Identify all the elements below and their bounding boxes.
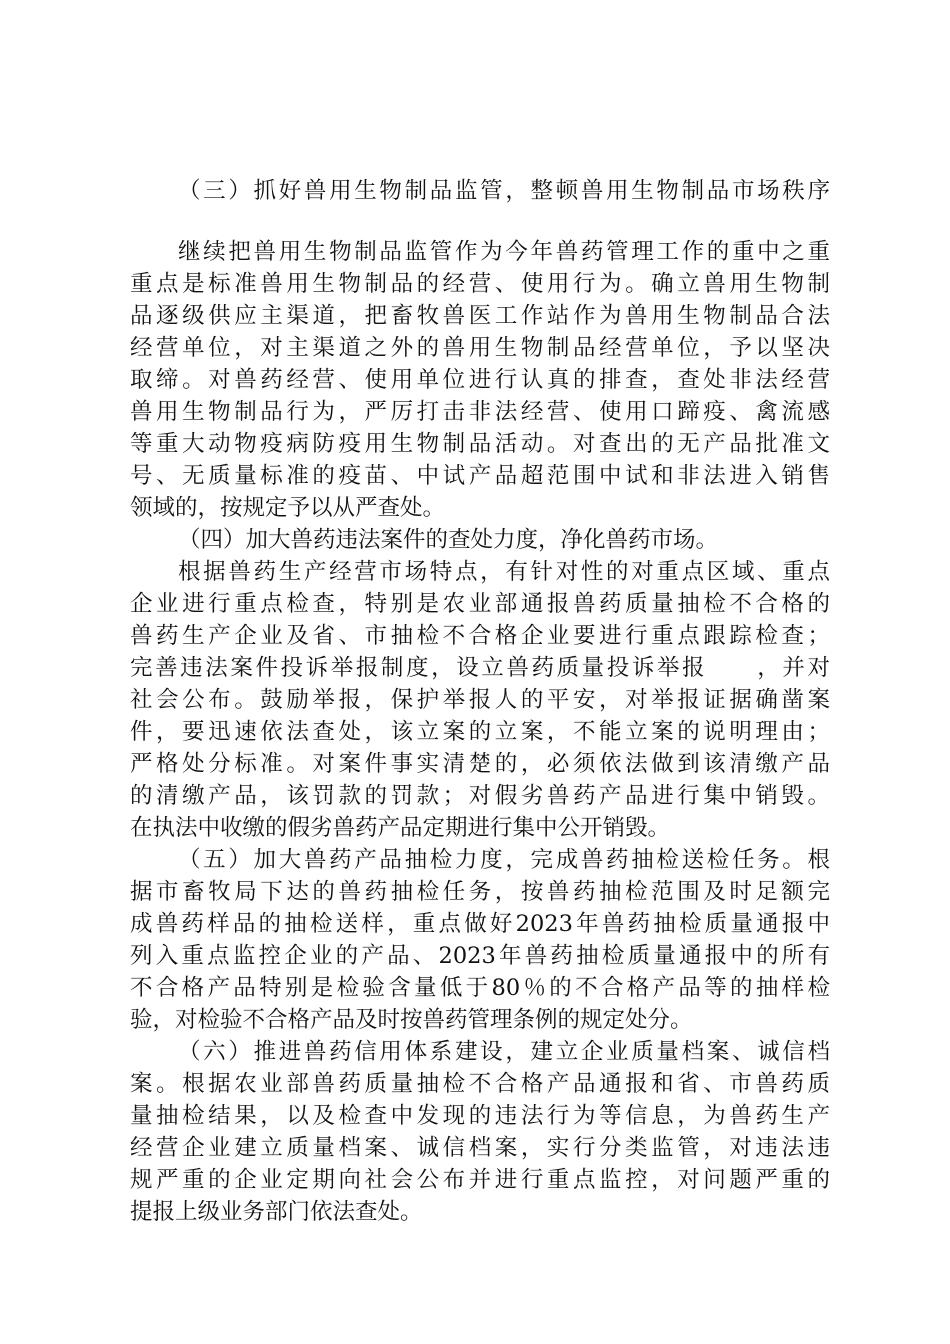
paragraph-line: 严格处分标准。对案件事实清楚的，必须依法做到该清缴产品 — [130, 751, 830, 777]
paragraph-line: 验，对检验不合格产品及时按兽药管理条例的规定处分。 — [130, 1007, 693, 1033]
paragraph-line: 不合格产品特别是检验含量低于80％的不合格产品等的抽样检 — [130, 975, 830, 1001]
paragraph-line: 品逐级供应主渠道，把畜牧兽医工作站作为兽用生物制品合法 — [130, 303, 830, 329]
paragraph-line: 件，要迅速依法查处，该立案的立案，不能立案的说明理由； — [130, 719, 830, 745]
paragraph-line: 继续把兽用生物制品监管作为今年兽药管理工作的重中之重 — [178, 239, 830, 265]
paragraph-line: 企业进行重点检查，特别是农业部通报兽药质量抽检不合格的 — [130, 591, 830, 617]
paragraph-line: 提报上级业务部门依法查处。 — [130, 1199, 423, 1225]
paragraph-line: 号、无质量标准的疫苗、中试产品超范围中试和非法进入销售 — [130, 463, 830, 489]
paragraph-line: 领域的，按规定予以从严查处。 — [130, 495, 446, 521]
paragraph-line: 经营单位，对主渠道之外的兽用生物制品经营单位，予以坚决 — [130, 335, 830, 361]
paragraph-line: 等重大动物疫病防疫用生物制品活动。对查出的无产品批准文 — [130, 431, 830, 457]
paragraph-line: 列入重点监控企业的产品、2023年兽药抽检质量通报中的所有 — [130, 943, 830, 969]
paragraph-line: 案。根据农业部兽药质量抽检不合格产品通报和省、市兽药质 — [130, 1071, 830, 1097]
paragraph-line: 完善违法案件投诉举报制度，设立兽药质量投诉举报 ，并对 — [130, 655, 830, 681]
section-heading-three: （三）抓好兽用生物制品监管，整顿兽用生物制品市场秩序 — [178, 178, 830, 204]
section-heading-four: （四）加大兽药违法案件的查处力度，净化兽药市场。 — [178, 527, 719, 553]
paragraph-line: 量抽检结果，以及检查中发现的违法行为等信息，为兽药生产 — [130, 1103, 830, 1129]
paragraph-line: 兽药生产企业及省、市抽检不合格企业要进行重点跟踪检查； — [130, 623, 830, 649]
paragraph-line: （五）加大兽药产品抽检力度，完成兽药抽检送检任务。根 — [178, 847, 830, 873]
paragraph-line: 取缔。对兽药经营、使用单位进行认真的排查，查处非法经营 — [130, 367, 830, 393]
paragraph-line: 根据兽药生产经营市场特点，有针对性的对重点区域、重点 — [178, 559, 830, 585]
paragraph-line: 据市畜牧局下达的兽药抽检任务，按兽药抽检范围及时足额完 — [130, 879, 830, 905]
paragraph-line: 规严重的企业定期向社会公布并进行重点监控，对问题严重的 — [130, 1167, 830, 1193]
paragraph-line: 成兽药样品的抽检送样，重点做好2023年兽药抽检质量通报中 — [130, 911, 830, 937]
paragraph-line: （六）推进兽药信用体系建设，建立企业质量档案、诚信档 — [178, 1039, 830, 1065]
paragraph-line: 兽用生物制品行为，严厉打击非法经营、使用口蹄疫、禽流感 — [130, 399, 830, 425]
paragraph-line: 社会公布。鼓励举报，保护举报人的平安，对举报证据确凿案 — [130, 687, 830, 713]
paragraph-line: 的清缴产品，该罚款的罚款；对假劣兽药产品进行集中销毁。 — [130, 783, 830, 809]
paragraph-line: 重点是标准兽用生物制品的经营、使用行为。确立兽用生物制 — [130, 271, 830, 297]
paragraph-line: 经营企业建立质量档案、诚信档案，实行分类监管，对违法违 — [130, 1135, 830, 1161]
paragraph-line: 在执法中收缴的假劣兽药产品定期进行集中公开销毁。 — [130, 815, 671, 841]
